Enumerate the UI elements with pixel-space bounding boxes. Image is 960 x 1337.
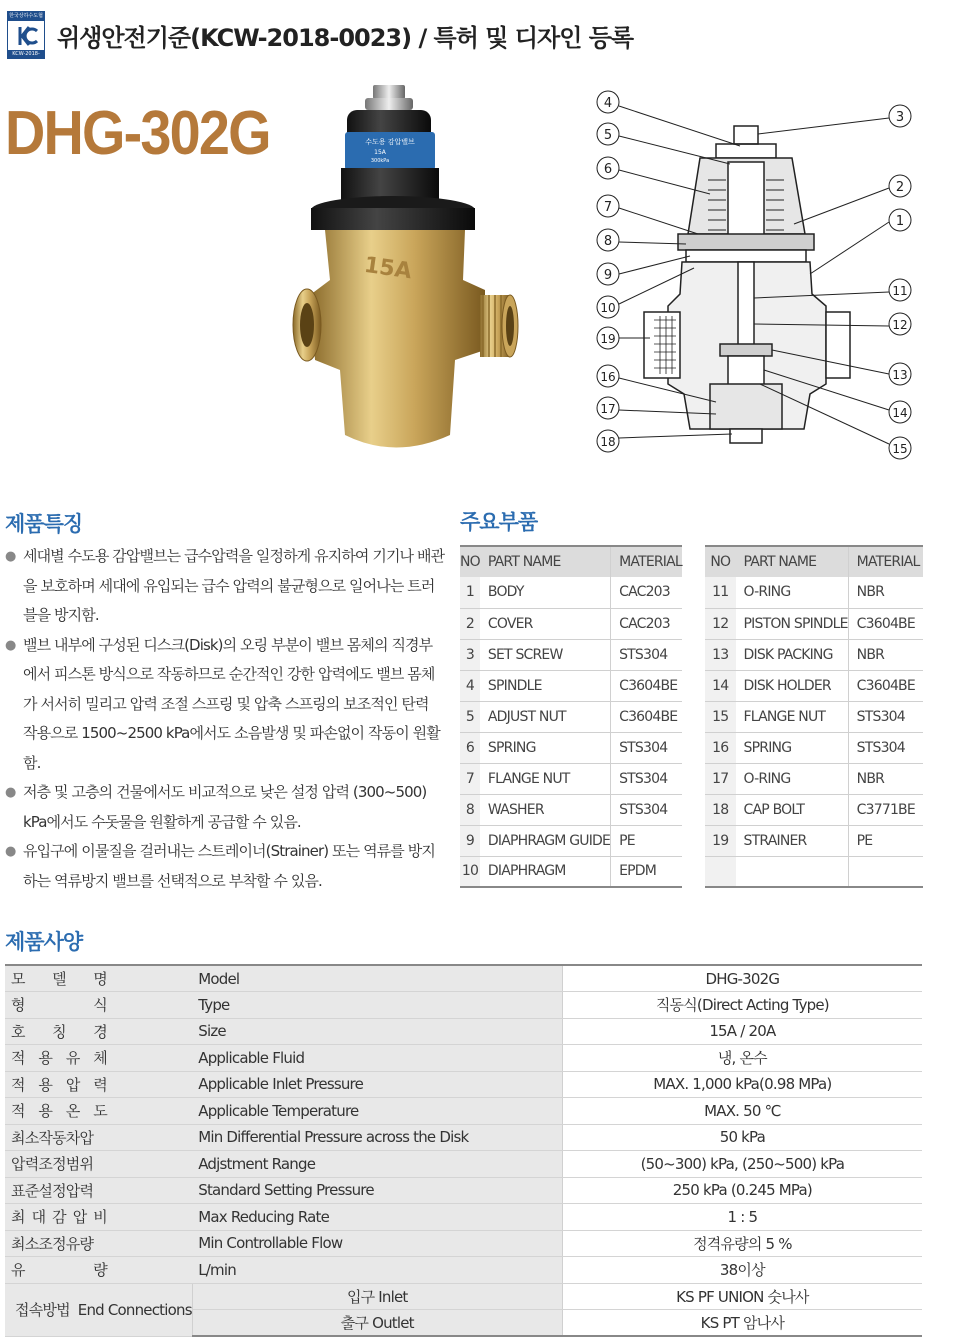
- spec-label-en: Applicable Inlet Pressure: [192, 1071, 562, 1098]
- spec-label-kr-text: [11, 994, 107, 1015]
- parts-table-right: [705, 545, 923, 888]
- part-name: SET SCREW: [480, 639, 611, 670]
- part-no: 16: [705, 732, 736, 763]
- valve-product-photo: [285, 80, 525, 460]
- part-name: SPRING: [480, 732, 611, 763]
- spec-label-char: 최소작동차압: [11, 1128, 94, 1147]
- part-material: PE: [848, 825, 923, 856]
- table-row: [460, 701, 682, 732]
- label-line-2: 15A: [374, 149, 386, 156]
- part-no: 3: [460, 639, 480, 670]
- spec-label-en: Min Differential Pressure across the Disk: [192, 1124, 562, 1151]
- table-row: [705, 732, 923, 763]
- table-row: [460, 794, 682, 825]
- part-material: STS304: [611, 794, 682, 825]
- part-name: ADJUST NUT: [480, 701, 611, 732]
- table-row: [460, 763, 682, 794]
- spec-label-kr: [5, 965, 192, 992]
- col-material: MATERIAL: [848, 546, 923, 577]
- spec-label-en: Type: [192, 992, 562, 1019]
- spec-label-char: 압: [65, 1075, 80, 1094]
- part-no: 12: [705, 608, 736, 639]
- spec-label-char: 량: [93, 1261, 107, 1280]
- svg-text:13: 13: [892, 368, 908, 382]
- table-row: [460, 670, 682, 701]
- part-no: 15: [705, 701, 736, 732]
- part-no: 2: [460, 608, 480, 639]
- spec-value: DHG-302G: [562, 965, 922, 992]
- callout-19: [597, 327, 650, 349]
- spec-label-char: 최: [11, 1208, 25, 1227]
- spec-value: 정격유량의 5 %: [562, 1230, 922, 1257]
- svg-text:2: 2: [895, 180, 905, 195]
- spec-label-char: 력: [93, 1075, 107, 1094]
- spec-label-kr: [5, 1204, 192, 1231]
- spec-label-en: Model: [192, 965, 562, 992]
- part-no: 19: [705, 825, 736, 856]
- connection-label-en: End Connections: [77, 1301, 192, 1319]
- part-no: 7: [460, 763, 480, 794]
- table-row: [705, 856, 923, 887]
- table-row: [460, 856, 682, 887]
- part-no: 13: [705, 639, 736, 670]
- spec-row: [5, 1177, 922, 1204]
- table-row: [705, 670, 923, 701]
- spec-row: [5, 1045, 922, 1072]
- spec-label-kr-text: [11, 1127, 192, 1148]
- logo-bottom-text: KCW-2018-0023: [8, 50, 44, 58]
- part-no: 5: [460, 701, 480, 732]
- part-name: O-RING: [736, 577, 849, 608]
- spec-label-kr: [5, 1018, 192, 1045]
- logo-top-text: 한국상하수도협회: [9, 13, 43, 28]
- inlet-value: KS PF UNION 숫나사: [562, 1283, 922, 1310]
- spec-label-kr: [5, 992, 192, 1019]
- callout-18: [597, 430, 732, 452]
- part-name: COVER: [480, 608, 611, 639]
- part-material: CAC203: [611, 608, 682, 639]
- label-line-3: 300kPa: [370, 158, 390, 164]
- inlet-label: 입구 Inlet: [192, 1283, 562, 1310]
- feature-item: ● 유입구에 이물질을 걸러내는 스트레이너(Strainer) 또는 역류를 방지하는 역류방지 밸브를 선택적으로 부착할 수 있음.: [5, 837, 445, 896]
- svg-text:10: 10: [600, 301, 616, 315]
- spec-label-kr-text: [11, 1153, 192, 1174]
- part-material: STS304: [848, 701, 923, 732]
- callout-9: [597, 256, 690, 285]
- spec-label-kr-text: [11, 1100, 107, 1121]
- spec-label-char: 유: [11, 1261, 25, 1280]
- part-no: 10: [460, 856, 480, 887]
- spec-label-char: 모: [11, 970, 25, 988]
- svg-text:11: 11: [892, 284, 908, 298]
- connection-label: [5, 1283, 192, 1336]
- svg-text:5: 5: [603, 128, 613, 143]
- spec-row: [5, 1124, 922, 1151]
- spec-label-en: L/min: [192, 1257, 562, 1284]
- svg-text:4: 4: [603, 96, 613, 111]
- svg-text:16: 16: [600, 370, 616, 384]
- part-material: STS304: [848, 732, 923, 763]
- spec-value: 직동식(Direct Acting Type): [562, 992, 922, 1019]
- spec-label-char: 용: [38, 1102, 53, 1121]
- part-material: C3604BE: [848, 670, 923, 701]
- spec-label-kr: [5, 1151, 192, 1178]
- part-material: C3604BE: [848, 608, 923, 639]
- part-no: 9: [460, 825, 480, 856]
- part-name: DIAPHRAGM: [480, 856, 611, 887]
- spec-label-char: 델: [52, 970, 66, 988]
- spec-label-char: 적: [11, 1049, 25, 1068]
- spec-row: [5, 1098, 922, 1125]
- page-title: 위생안전기준(KCW-2018-0023) / 특허 및 디자인 등록: [57, 24, 634, 52]
- spec-label-char: 적: [11, 1102, 25, 1121]
- part-no: 18: [705, 794, 736, 825]
- part-name: FLANGE NUT: [480, 763, 611, 794]
- part-material: C3604BE: [611, 670, 682, 701]
- part-name: DISK HOLDER: [736, 670, 849, 701]
- spec-label-char: 압: [72, 1208, 87, 1227]
- callout-7: [597, 195, 698, 234]
- kc-certification-logo: [7, 11, 45, 65]
- svg-text:9: 9: [603, 268, 613, 283]
- spec-label-en: Size: [192, 1018, 562, 1045]
- spec-label-en: Max Reducing Rate: [192, 1204, 562, 1231]
- spec-row: [5, 1257, 922, 1284]
- spec-value: 냉, 온수: [562, 1045, 922, 1072]
- model-name: DHG-302G: [5, 99, 270, 168]
- svg-text:12: 12: [892, 318, 908, 332]
- spec-row: [5, 1230, 922, 1257]
- spec-label-kr-text: [11, 1047, 107, 1068]
- spec-label-kr-text: [11, 1206, 107, 1227]
- spec-label-kr: [5, 1098, 192, 1125]
- spec-row: [5, 992, 922, 1019]
- connection-label-kr: 접속방법: [15, 1301, 70, 1319]
- spec-label-char: 온: [65, 1102, 80, 1121]
- part-name: PISTON SPINDLE: [736, 608, 849, 639]
- table-row: [460, 639, 682, 670]
- col-no: NO: [460, 546, 480, 577]
- spec-row: [5, 1204, 922, 1231]
- part-no: 6: [460, 732, 480, 763]
- spec-label-char: 대: [31, 1208, 46, 1227]
- spec-label-char: 도: [93, 1102, 107, 1121]
- table-row: [460, 608, 682, 639]
- part-no: 11: [705, 577, 736, 608]
- feature-item: ● 밸브 내부에 구성된 디스크(Disk)의 오링 부분이 밸브 몸체의 직경부에서 피스톤 방식으로 작동하므로 순간적인 강한 압력에도 밸브 몸체가 서서히 밀리고 압력 조절 스프링 및 압축 스프링의 보조적인 탄력 작용으로 1500~2500 kPa에서도 소음발생 및 파손없이 작동이 원활함.: [5, 631, 445, 779]
- table-row: [705, 763, 923, 794]
- spec-label-en: Standard Setting Pressure: [192, 1177, 562, 1204]
- spec-value: 38이상: [562, 1257, 922, 1284]
- spec-label-char: 칭: [52, 1022, 66, 1041]
- part-material: C3771BE: [848, 794, 923, 825]
- cross-section-diagram: [590, 84, 920, 464]
- spec-row: [5, 1071, 922, 1098]
- spec-row: [5, 965, 922, 992]
- feature-item: ● 세대별 수도용 감압밸브는 급수압력을 일정하게 유지하여 기기나 배관을 보호하며 세대에 유입되는 급수 압력의 불균형으로 일어나는 트러블을 방지함.: [5, 542, 445, 631]
- spec-row: [5, 1018, 922, 1045]
- spec-label-char: 체: [93, 1049, 107, 1068]
- spec-label-kr: [5, 1071, 192, 1098]
- callout-3: [758, 105, 911, 134]
- callout-8: [597, 229, 686, 251]
- spec-label-en: Applicable Temperature: [192, 1098, 562, 1125]
- spec-label-char: 적: [11, 1075, 25, 1094]
- spec-label-char: 형: [11, 996, 25, 1015]
- features-title: 제품특징: [5, 512, 83, 536]
- spec-row: [5, 1151, 922, 1178]
- spec-label-char: 호: [11, 1022, 25, 1041]
- table-row: [705, 639, 923, 670]
- spec-label-en: Applicable Fluid: [192, 1045, 562, 1072]
- part-no: 8: [460, 794, 480, 825]
- spec-label-char: 감: [52, 1208, 66, 1227]
- callout-6: [597, 157, 710, 194]
- spec-label-char: 식: [93, 996, 107, 1015]
- spec-value: 1 : 5: [562, 1204, 922, 1231]
- spec-label-kr: [5, 1177, 192, 1204]
- svg-text:3: 3: [895, 110, 905, 125]
- spec-label-kr: [5, 1230, 192, 1257]
- spec-label-char: 비: [93, 1208, 107, 1227]
- part-material: [848, 856, 923, 887]
- spec-label-char: 용: [38, 1075, 53, 1094]
- parts-title: 주요부품: [460, 510, 538, 534]
- part-name: DIAPHRAGM GUIDE: [480, 825, 611, 856]
- svg-text:18: 18: [600, 435, 616, 449]
- part-material: CAC203: [611, 577, 682, 608]
- spec-label-kr-text: [11, 1074, 107, 1095]
- part-name: O-RING: [736, 763, 849, 794]
- spec-label-char: 표준설정압력: [11, 1181, 94, 1200]
- body-mark: 15A: [362, 252, 414, 285]
- parts-table-left: [460, 545, 682, 888]
- spec-value: 250 kPa (0.245 MPa): [562, 1177, 922, 1204]
- spec-title: 제품사양: [5, 930, 83, 954]
- part-material: EPDM: [611, 856, 682, 887]
- part-no: 1: [460, 577, 480, 608]
- part-material: C3604BE: [611, 701, 682, 732]
- part-name: FLANGE NUT: [736, 701, 849, 732]
- outlet-value: KS PT 암나사: [562, 1310, 922, 1337]
- table-row: [460, 577, 682, 608]
- part-name: SPINDLE: [480, 670, 611, 701]
- spec-value: MAX. 1,000 kPa(0.98 MPa): [562, 1071, 922, 1098]
- kc-mark-icon: [15, 24, 39, 48]
- spec-label-kr-text: [11, 1180, 192, 1201]
- spec-value: (50~300) kPa, (250~500) kPa: [562, 1151, 922, 1178]
- spec-value: MAX. 50 ℃: [562, 1098, 922, 1125]
- spec-label-kr-text: [11, 1259, 107, 1280]
- spec-table: [5, 964, 922, 1337]
- spec-label-char: 용: [38, 1049, 53, 1068]
- part-material: STS304: [611, 639, 682, 670]
- label-line-1: 수도용 감압밸브: [365, 138, 415, 146]
- part-name: BODY: [480, 577, 611, 608]
- table-row: [705, 701, 923, 732]
- part-material: NBR: [848, 577, 923, 608]
- col-material: MATERIAL: [611, 546, 682, 577]
- part-name: STRAINER: [736, 825, 849, 856]
- spec-label-en: Adjstment Range: [192, 1151, 562, 1178]
- part-no: 17: [705, 763, 736, 794]
- part-name: WASHER: [480, 794, 611, 825]
- svg-text:14: 14: [892, 406, 908, 420]
- spec-label-char: 명: [93, 970, 107, 988]
- table-row: [705, 577, 923, 608]
- svg-text:17: 17: [600, 402, 616, 416]
- spec-label-kr: [5, 1124, 192, 1151]
- part-no: [705, 856, 736, 887]
- part-material: PE: [611, 825, 682, 856]
- spec-label-kr: [5, 1257, 192, 1284]
- svg-text:1: 1: [895, 214, 905, 229]
- svg-text:7: 7: [603, 200, 613, 215]
- part-name: DISK PACKING: [736, 639, 849, 670]
- spec-label-char: 압력조정범위: [11, 1155, 94, 1174]
- part-material: STS304: [611, 732, 682, 763]
- col-part-name: PART NAME: [480, 546, 611, 577]
- part-material: NBR: [848, 763, 923, 794]
- spec-label-kr-text: [11, 968, 107, 989]
- spec-row-connection-inlet: [5, 1283, 922, 1310]
- svg-text:19: 19: [600, 332, 616, 346]
- spec-label-char: 유: [65, 1049, 80, 1068]
- table-row: [705, 825, 923, 856]
- spec-label-char: 최소조정유량: [11, 1234, 94, 1253]
- svg-text:8: 8: [603, 234, 613, 249]
- table-row: [705, 794, 923, 825]
- part-material: NBR: [848, 639, 923, 670]
- col-part-name: PART NAME: [736, 546, 849, 577]
- part-name: [736, 856, 849, 887]
- spec-value: 50 kPa: [562, 1124, 922, 1151]
- part-no: 14: [705, 670, 736, 701]
- svg-text:6: 6: [603, 162, 613, 177]
- part-name: CAP BOLT: [736, 794, 849, 825]
- feature-item: ● 저층 및 고층의 건물에서도 비교적으로 낮은 설정 압력 (300~500) kPa에서도 수돗물을 원활하게 공급할 수 있음.: [5, 778, 445, 837]
- col-no: NO: [705, 546, 736, 577]
- part-material: STS304: [611, 763, 682, 794]
- table-row: [460, 825, 682, 856]
- spec-label-kr: [5, 1045, 192, 1072]
- spec-label-kr-text: [11, 1021, 107, 1042]
- part-no: 4: [460, 670, 480, 701]
- spec-label-char: 경: [93, 1022, 107, 1041]
- features-list: [5, 542, 445, 896]
- callout-1: [810, 209, 911, 274]
- spec-label-kr-text: [11, 1233, 192, 1254]
- part-name: SPRING: [736, 732, 849, 763]
- table-row: [705, 608, 923, 639]
- outlet-label: 출구 Outlet: [192, 1310, 562, 1337]
- table-row: [460, 732, 682, 763]
- spec-label-en: Min Controllable Flow: [192, 1230, 562, 1257]
- svg-text:15: 15: [892, 442, 908, 456]
- spec-value: 15A / 20A: [562, 1018, 922, 1045]
